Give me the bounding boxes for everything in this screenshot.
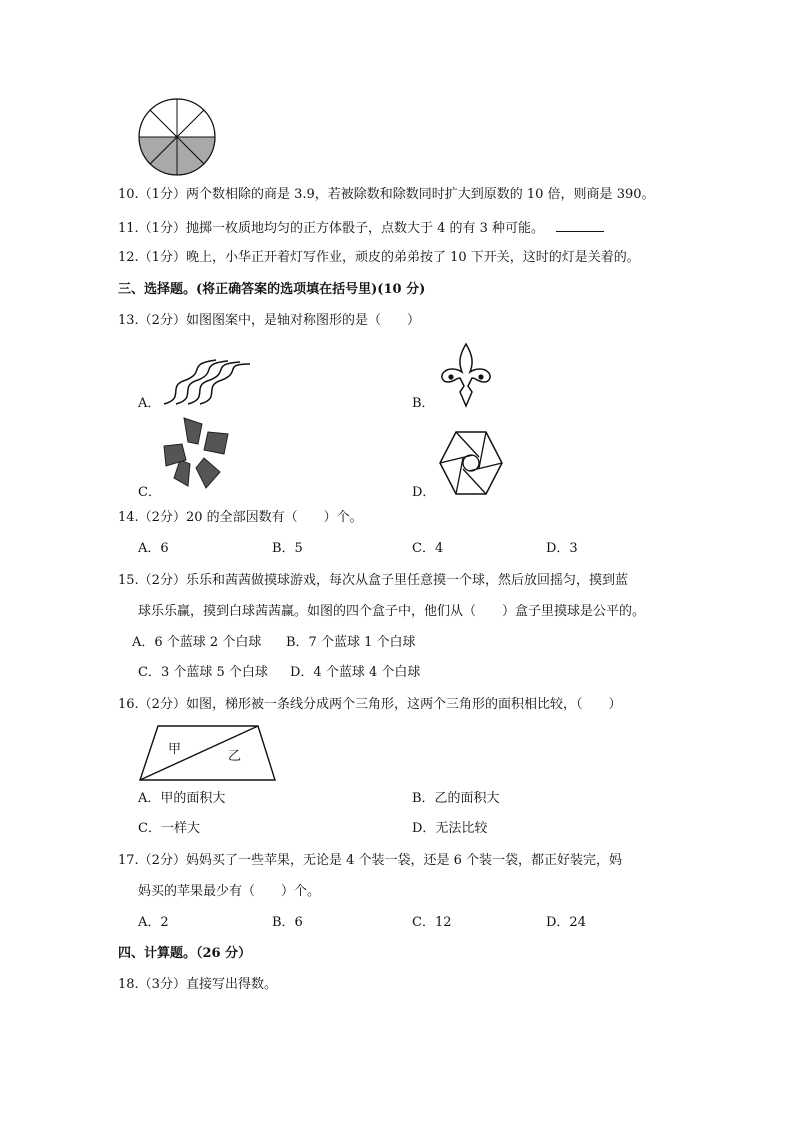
question-13: 13.（2分）如图图案中，是轴对称图形的是（ ）: [118, 313, 420, 328]
q17-option-b: B．6: [272, 915, 303, 930]
fleur-de-lis-figure: [434, 342, 498, 408]
q15-option-c: C．3 个蓝球 5 个白球: [138, 665, 268, 680]
q13-option-c-label: C．: [138, 485, 161, 500]
answer-blank[interactable]: [556, 219, 604, 232]
q13-option-b-label: B．: [412, 396, 435, 411]
question-14: 14.（2分）20 的全部因数有（ ）个。: [118, 510, 363, 525]
pie-figure: [137, 97, 217, 177]
q17-option-c: C．12: [412, 915, 452, 930]
q17-option-d: D．24: [546, 915, 586, 930]
label-jia: 甲: [168, 742, 182, 757]
q13-option-d-label: D．: [412, 485, 436, 500]
question-17-line-2: 妈买的苹果最少有（ ）个。: [138, 884, 321, 899]
pinwheel-figure: [158, 414, 238, 496]
question-11: [118, 219, 604, 237]
q15-option-b: B．7 个蓝球 1 个白球: [286, 635, 416, 650]
question-17-line-1: 17.（2分）妈妈买了一些苹果，无论是 4 个装一袋，还是 6 个装一袋，都正好装完，妈: [118, 853, 623, 868]
trapezoid-figure: [138, 724, 278, 782]
q16-option-a: A．甲的面积大: [138, 791, 226, 806]
question-18: 18.（3分）直接写出得数。: [118, 977, 277, 992]
q13-option-a-label: A．: [138, 396, 161, 411]
section-3-title: 三、选择题。(将正确答案的选项填在括号里)(10 分): [118, 282, 426, 297]
hexagon-aperture-figure: [436, 430, 506, 496]
q14-option-b: B．5: [272, 541, 303, 556]
q16-option-c: C．一样大: [138, 821, 200, 836]
q16-option-d: D．无法比较: [412, 821, 488, 836]
q14-option-c: C．4: [412, 541, 444, 556]
q17-option-a: A．2: [138, 915, 169, 930]
section-4-title: 四、计算题。（26 分）: [118, 946, 252, 961]
wave-pattern-figure: [156, 358, 256, 408]
question-15-line-1: 15.（2分）乐乐和茜茜做摸球游戏，每次从盒子里任意摸一个球，然后放回摇匀，摸到蓝: [118, 573, 628, 588]
question-16: 16.（2分）如图，梯形被一条线分成两个三角形，这两个三角形的面积相比较，（ ）: [118, 697, 622, 712]
question-15-line-2: 球乐乐赢，摸到白球茜茜赢。如图的四个盒子中，他们从（ ）盒子里摸球是公平的。: [138, 604, 646, 619]
label-yi: 乙: [228, 749, 242, 764]
q14-option-a: A．6: [138, 541, 169, 556]
question-12: 12.（1分）晚上，小华正开着灯写作业，顽皮的弟弟按了 10 下开关，这时的灯是关着的。: [118, 250, 640, 265]
q16-option-b: B．乙的面积大: [412, 791, 500, 806]
q15-option-d: D．4 个蓝球 4 个白球: [290, 665, 421, 680]
question-10: 10.（1分）两个数相除的商是 3.9，若被除数和除数同时扩大到原数的 10 倍，则商是 390。: [118, 187, 655, 202]
q14-option-d: D．3: [546, 541, 578, 556]
q15-option-a: A．6 个蓝球 2 个白球: [132, 635, 262, 650]
question-11-text: 11.（1分）抛掷一枚质地均匀的正方体骰子，点数大于 4 的有 3 种可能。: [118, 221, 545, 236]
